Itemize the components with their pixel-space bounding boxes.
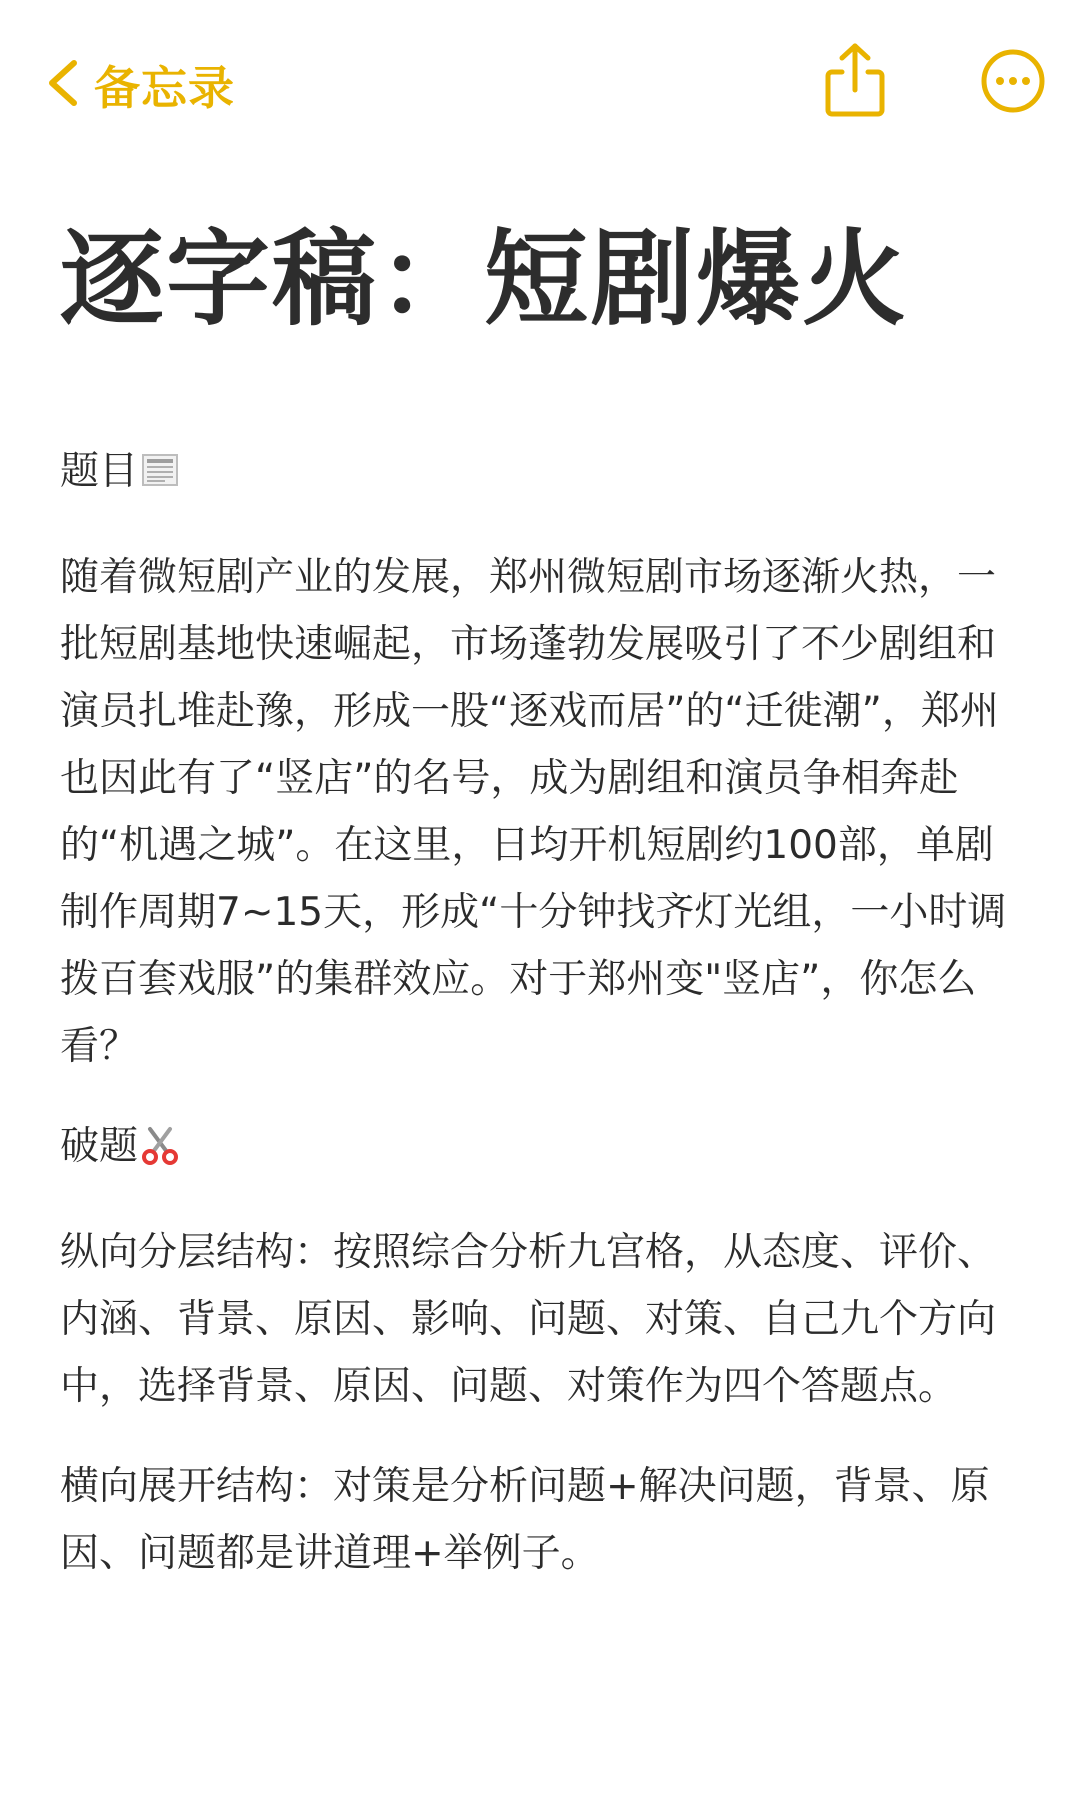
more-icon [980,99,1046,118]
note-body[interactable] [60,438,1020,1620]
navigation-bar [0,0,1080,170]
section-heading-topic [60,438,1020,511]
back-label: 备忘录 [94,61,235,115]
section-heading-analysis [60,1113,1020,1186]
scissors-icon [140,1119,180,1186]
chevron-left-icon [40,53,84,117]
paragraph-topic: 随着微短剧产业的发展，郑州微短剧市场逐渐火热，一批短剧基地快速崛起，市场蓬勃发展吸引了不少剧组和演员扎堆赴豫，形成一股“逐戏而居”的“迁徙潮”，郑州也因此有了“竖店”的名号，成为剧组和演员争相奔赴的“机遇之城”。在这里，日均开机短剧约100部，单剧制作周期7~15天，形成“十分钟找齐灯光组，一小时调拨百套戏服”的集群效应。对于郑州变"竖店”，你怎么看？ [60,555,1007,1069]
share-icon [820,105,890,124]
share-button[interactable] [820,40,890,120]
paragraph-horizontal-structure: 横向展开结构：对策是分析问题+解决问题，背景、原因、问题都是讲道理+举例子。 [60,1464,990,1576]
paragraph-vertical-structure: 纵向分层结构：按照综合分析九宫格，从态度、评价、内涵、背景、原因、影响、问题、对策、自己九个方向中，选择背景、原因、问题、对策作为四个答题点。 [60,1230,997,1409]
note-title: 逐字稿：短剧爆火 [60,218,909,340]
back-button[interactable] [40,50,235,120]
newspaper-icon [140,444,180,511]
more-button[interactable] [980,48,1046,114]
heading-label: 破题 [60,1124,139,1169]
heading-label: 题目 [60,449,139,494]
